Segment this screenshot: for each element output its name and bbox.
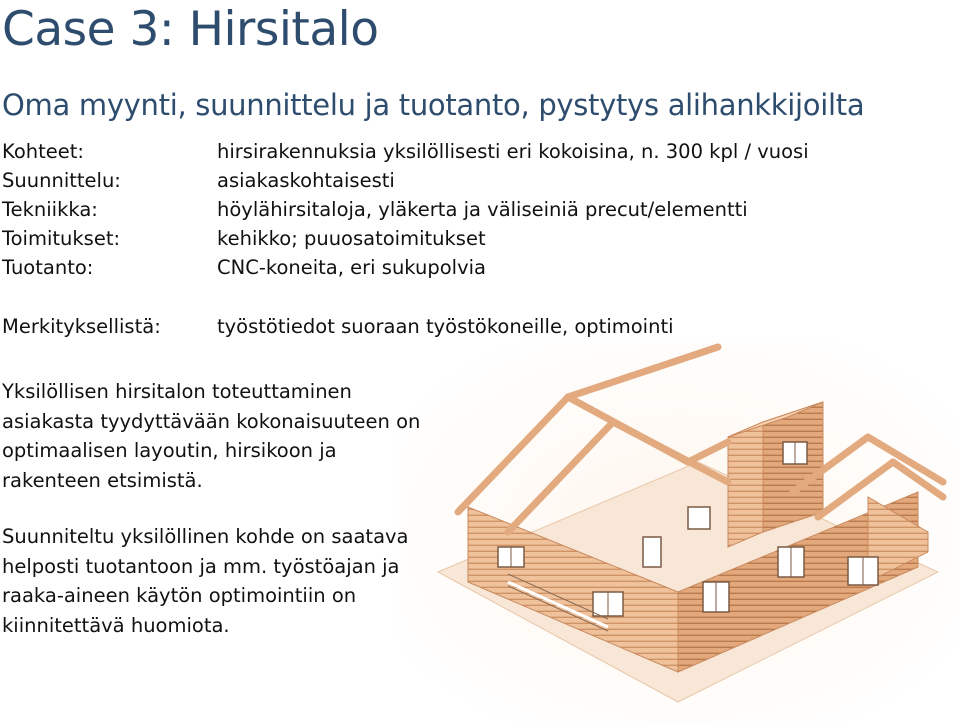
field-row-tekniikka xyxy=(2,198,902,228)
field-label: Merkityksellistä: xyxy=(2,315,161,338)
paragraph-line: asiakasta tyydyttävään kokonaisuuteen on xyxy=(2,409,421,433)
field-label: Kohteet: xyxy=(2,140,84,163)
paragraph-line: Suunniteltu yksilöllinen kohde on saatava xyxy=(2,525,409,548)
field-value: työstötiedot suoraan työstökoneille, optimointi xyxy=(217,315,674,338)
field-label: Toimitukset: xyxy=(2,227,121,250)
field-label: Suunnittelu: xyxy=(2,169,121,192)
field-label: Tekniikka: xyxy=(2,198,98,221)
field-row-merkityksellista xyxy=(2,315,902,345)
paragraph-line: Yksilöllisen hirsitalon toteuttaminen xyxy=(2,380,352,403)
field-value: höylähirsitaloja, yläkerta ja väliseiniä precut/elementti xyxy=(217,198,748,221)
field-value: kehikko; puuosatoimitukset xyxy=(217,227,486,250)
paragraph-line: optimaalisen layoutin, hirsikoon ja xyxy=(2,439,337,462)
slide-subtitle: Oma myynti, suunnittelu ja tuotanto, pystytys alihankkijoilta xyxy=(2,88,865,122)
field-row-tuotanto xyxy=(2,256,902,286)
paragraph-line: kiinnitettävä huomiota. xyxy=(2,613,230,637)
field-row-suunnittelu xyxy=(2,169,902,199)
slide-title: Case 3: Hirsitalo xyxy=(2,2,379,57)
paragraph-line: helposti tuotantoon ja mm. työstöajan ja xyxy=(2,554,400,578)
field-value: CNC-koneita, eri sukupolvia xyxy=(217,256,486,279)
paragraph-line: rakenteen etsimistä. xyxy=(2,468,203,492)
log-house-illustration xyxy=(398,342,959,725)
field-row-toimitukset xyxy=(2,227,902,257)
field-label: Tuotanto: xyxy=(2,256,94,279)
field-row-kohteet xyxy=(2,140,902,170)
field-value: hirsirakennuksia yksilöllisesti eri kokoisina, n. 300 kpl / vuosi xyxy=(217,140,809,163)
field-value: asiakaskohtaisesti xyxy=(217,169,395,192)
paragraph-line: raaka-aineen käytön optimointiin on xyxy=(2,584,357,607)
